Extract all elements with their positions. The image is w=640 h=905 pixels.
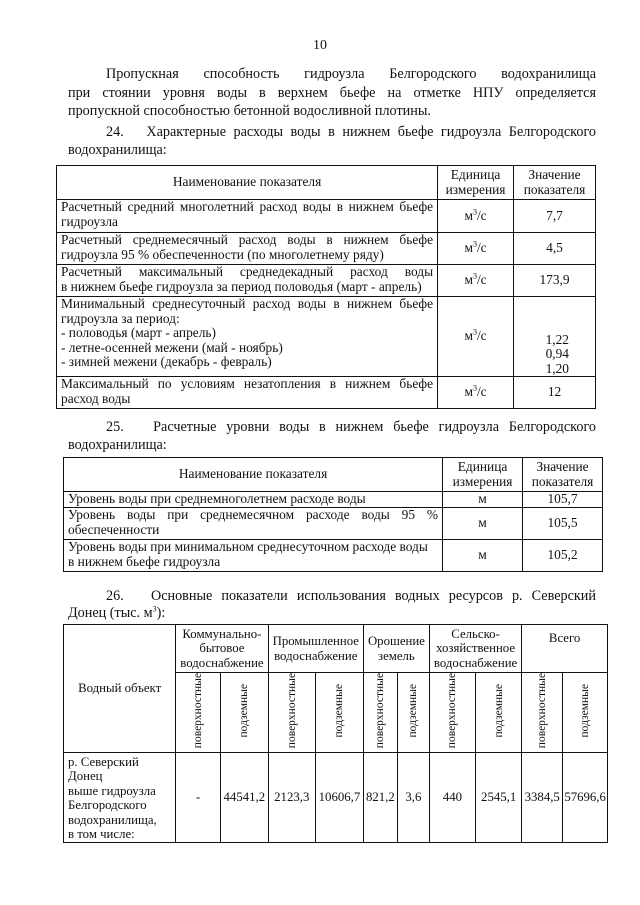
col-header-value: Значение показателя bbox=[523, 458, 603, 492]
water-levels-table bbox=[63, 457, 603, 572]
row-unit: $м^3/с$ bbox=[438, 377, 514, 409]
row-values: 1,22 0,94 1,20 bbox=[514, 297, 596, 377]
table-header bbox=[57, 166, 596, 200]
section-25-heading-2: водохранилища: bbox=[68, 437, 167, 453]
row-name: Расчетный среднемесячный расход воды в нижнем бьефе гидроузла 95 % обеспеченности (по многолетнему ряду) bbox=[57, 233, 438, 265]
table-row bbox=[57, 265, 596, 297]
flow-rates-table bbox=[56, 165, 596, 409]
section-24-heading: 24. Характерные расходы воды в нижнем бьефе гидроузла Белгородского bbox=[106, 124, 597, 140]
row-value: 12 bbox=[514, 377, 596, 409]
group-header: Коммунально- бытовое водоснабжение bbox=[176, 625, 268, 673]
table-header-groups bbox=[64, 625, 608, 673]
row-value: 105,5 bbox=[523, 508, 603, 540]
col-header-object: Водный объект bbox=[64, 625, 176, 753]
group-header: Всего bbox=[522, 625, 608, 673]
sub-header: подземные bbox=[563, 673, 608, 753]
row-value: 173,9 bbox=[514, 265, 596, 297]
row-value: 105,7 bbox=[523, 492, 603, 508]
col-header-unit: Единица измерения bbox=[443, 458, 523, 492]
col-header-name: Наименование показателя bbox=[57, 166, 438, 200]
water-use-table bbox=[63, 624, 608, 843]
row-unit: $м^3/с$ bbox=[438, 265, 514, 297]
intro-line-2: при стоянии уровня воды в верхнем бьефе на отметке НПУ определяется bbox=[68, 85, 596, 101]
sub-header: подземные bbox=[315, 673, 363, 753]
row-name: Расчетный средний многолетний расход воды в нижнем бьефе гидроузла bbox=[57, 200, 438, 233]
cell-value: 3384,5 bbox=[522, 752, 563, 842]
row-unit: м bbox=[443, 492, 523, 508]
col-header-name: Наименование показателя bbox=[64, 458, 443, 492]
table-header bbox=[64, 458, 603, 492]
section-26-heading: 26. Основные показатели использования водных ресурсов р. Северский bbox=[106, 588, 596, 604]
sub-header: подземные bbox=[221, 673, 269, 753]
cell-value: 2123,3 bbox=[268, 752, 315, 842]
cell-value: 10606,7 bbox=[315, 752, 363, 842]
sub-header: поверхностные bbox=[363, 673, 397, 753]
row-name: Максимальный по условиям незатопления в нижнем бьефе расход воды bbox=[57, 377, 438, 409]
group-header: Орошение земель bbox=[363, 625, 429, 673]
row-value: 105,2 bbox=[523, 540, 603, 572]
row-name: Расчетный максимальный среднедекадный расход воды в нижнем бьефе гидроузла за период половодья (март - апрель) bbox=[57, 265, 438, 297]
table-row bbox=[64, 492, 603, 508]
row-name: Уровень воды при среднемноголетнем расходе воды bbox=[64, 492, 443, 508]
sub-header: поверхностные bbox=[176, 673, 221, 753]
table-row bbox=[57, 377, 596, 409]
col-header-unit: Единица измерения bbox=[438, 166, 514, 200]
intro-line-1: Пропускная способность гидроузла Белгородского водохранилища bbox=[106, 66, 596, 82]
cell-value: 821,2 bbox=[363, 752, 397, 842]
sub-header: подземные bbox=[397, 673, 429, 753]
table-row bbox=[64, 540, 603, 572]
section-26-heading-2: Донец (тыс. $м^3$): bbox=[68, 604, 166, 621]
cell-value: 2545,1 bbox=[476, 752, 522, 842]
page-number: 10 bbox=[313, 38, 327, 53]
group-header: Сельско- хозяйственное водоснабжение bbox=[429, 625, 521, 673]
cell-value: 3,6 bbox=[397, 752, 429, 842]
group-header: Промышленное водоснабжение bbox=[268, 625, 363, 673]
row-name: Уровень воды при среднемесячном расходе воды 95 % обеспеченности bbox=[64, 508, 443, 540]
sub-header: поверхностные bbox=[522, 673, 563, 753]
section-25-heading: 25. Расчетные уровни воды в нижнем бьефе гидроузла Белгородского bbox=[106, 419, 597, 435]
cell-value: - bbox=[176, 752, 221, 842]
sub-header: подземные bbox=[476, 673, 522, 753]
table-row bbox=[57, 297, 596, 377]
row-unit: м bbox=[443, 508, 523, 540]
cell-value: 440 bbox=[429, 752, 475, 842]
table-row bbox=[57, 200, 596, 233]
row-unit: $м^3/с$ bbox=[438, 297, 514, 377]
sub-header: поверхностные bbox=[268, 673, 315, 753]
col-header-value: Значение показателя bbox=[514, 166, 596, 200]
table-row bbox=[64, 752, 608, 842]
row-value: 4,5 bbox=[514, 233, 596, 265]
cell-value: 57696,6 bbox=[563, 752, 608, 842]
intro-line-3: пропускной способностью бетонной водосливной плотины. bbox=[68, 103, 431, 119]
row-object: р. Северский Донец выше гидроузла Белгородского водохранилища, в том числе: bbox=[64, 752, 176, 842]
row-unit: м bbox=[443, 540, 523, 572]
section-24-heading-2: водохранилища: bbox=[68, 142, 167, 158]
table-row bbox=[57, 233, 596, 265]
row-value: 7,7 bbox=[514, 200, 596, 233]
table-row bbox=[64, 508, 603, 540]
sub-header: поверхностные bbox=[429, 673, 475, 753]
row-unit: $м^3/с$ bbox=[438, 233, 514, 265]
cell-value: 44541,2 bbox=[221, 752, 269, 842]
row-unit: $м^3/с$ bbox=[438, 200, 514, 233]
row-name: Уровень воды при минимальном среднесуточном расходе воды в нижнем бьефе гидроузла bbox=[64, 540, 443, 572]
row-name: Минимальный среднесуточный расход воды в нижнем бьефе гидроузла за период: - половодья (март - апрель) - летне-осенней межени (май - ноябрь) - зимней межени (декабрь - февраль) bbox=[57, 297, 438, 377]
